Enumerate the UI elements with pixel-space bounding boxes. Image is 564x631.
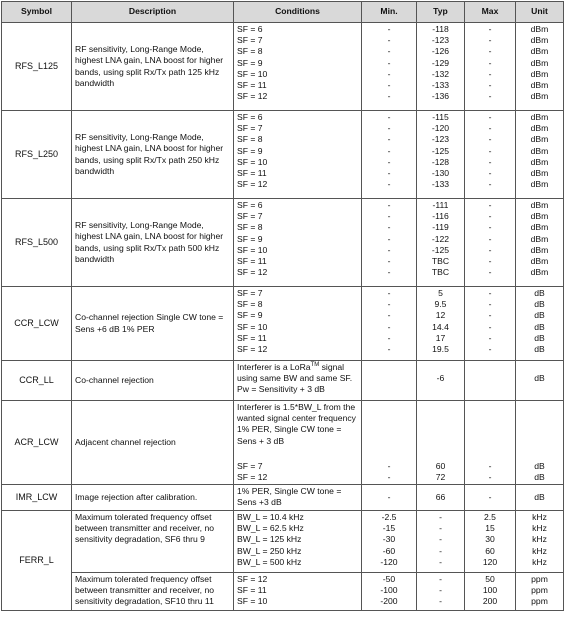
max-cell [465, 511, 516, 573]
table-row [2, 485, 564, 511]
max-value: - [488, 79, 492, 90]
typ-value: -126 [431, 46, 450, 57]
min-value: - [387, 310, 391, 321]
min-value: - [387, 156, 391, 167]
unit-value: kHz [532, 523, 547, 534]
conditions-cell [234, 511, 362, 573]
typ-value: - [439, 556, 442, 567]
max-value: - [488, 24, 492, 34]
condition-line: SF = 9 [237, 145, 263, 156]
min-value: - [387, 299, 391, 310]
unit-value: dBm [530, 57, 549, 68]
unit-value: dBm [530, 255, 549, 266]
condition-line: SF = 10 [237, 68, 268, 79]
unit-value: dB [534, 299, 545, 310]
condition-line: SF = 12 [237, 267, 268, 278]
typ-value: -130 [431, 167, 450, 178]
unit-value: dBm [530, 145, 549, 156]
condition-line: SF = 11 [237, 255, 267, 266]
max-value: 120 [482, 556, 498, 567]
min-value: -60 [382, 545, 396, 556]
min-cell [362, 401, 417, 485]
unit-value: ppm [531, 585, 548, 596]
min-value: - [387, 134, 391, 145]
conditions-cell [234, 287, 362, 361]
typ-value: -111 [432, 200, 449, 210]
typ-cell [417, 287, 465, 361]
condition-line: SF = 10 [237, 596, 268, 607]
typ-value: - [439, 596, 442, 607]
condition-line: SF = 9 [237, 57, 263, 68]
unit-value: dBm [530, 79, 549, 90]
min-value: - [387, 222, 391, 233]
condition-line: SF = 11 [237, 79, 267, 90]
unit-value: ppm [531, 574, 548, 584]
condition-text: signal using same BW and same SF. Pw = Sensitivity + 3 dB [237, 362, 353, 395]
typ-cell [417, 111, 465, 199]
max-value: - [488, 222, 492, 233]
min-value: - [387, 233, 391, 244]
typ-cell [417, 361, 465, 401]
header-description: Description [72, 2, 234, 23]
unit-value: kHz [532, 545, 547, 556]
typ-value: -116 [432, 211, 449, 222]
unit-value: kHz [532, 512, 547, 522]
max-value: - [488, 167, 492, 178]
conditions-cell [234, 573, 362, 611]
unit-value: dB [534, 288, 545, 298]
condition-line: SF = 7 [237, 35, 263, 46]
max-cell: - [465, 485, 516, 511]
condition-line: SF = 9 [237, 310, 263, 321]
min-value: - [387, 343, 391, 354]
min-value: - [387, 179, 391, 190]
max-value: - [488, 211, 492, 222]
condition-line: SF = 12 [237, 472, 268, 482]
min-value: - [387, 460, 391, 471]
max-value: - [488, 145, 492, 156]
max-cell [465, 287, 516, 361]
typ-value: -123 [431, 35, 450, 46]
symbol-cell: RFS_L125 [2, 23, 72, 111]
symbol-cell: FERR_L [2, 511, 72, 611]
max-value: 200 [482, 596, 498, 607]
typ-value: -118 [432, 24, 449, 34]
unit-value: dBm [530, 244, 549, 255]
min-value: -200 [380, 596, 398, 607]
min-value: - [387, 123, 391, 134]
description-cell: RF sensitivity, Long-Range Mode, highest LNA gain, LNA boost for higher bands, using split Rx/Tx path 250 kHz bandwidth [72, 111, 234, 199]
condition-line: SF = 7 [237, 460, 263, 471]
unit-cell [516, 111, 564, 199]
condition-line: SF = 7 [237, 211, 263, 222]
condition-line: BW_L = 125 kHz [237, 534, 302, 545]
typ-value: - [439, 534, 442, 545]
unit-value: dBm [530, 46, 549, 57]
conditions-cell [234, 199, 362, 287]
typ-value: -122 [431, 233, 450, 244]
condition-line: SF = 8 [237, 222, 263, 233]
typ-value: TBC [431, 255, 450, 266]
unit-cell: dB [516, 485, 564, 511]
max-value: - [488, 46, 492, 57]
typ-value: 17 [435, 332, 446, 343]
max-value: - [488, 35, 492, 46]
condition-text: Interferer is 1.5*BW_L from the wanted signal center frequency 1% PER, Single CW tone = Sens + 3 dB [237, 402, 356, 446]
min-value: - [387, 112, 391, 122]
max-value: - [488, 321, 492, 332]
min-value: - [387, 200, 391, 210]
max-cell [465, 23, 516, 111]
max-value: - [488, 68, 492, 79]
max-value: - [488, 91, 492, 102]
typ-value: -6 [436, 373, 445, 384]
min-cell [362, 511, 417, 573]
condition-line: SF = 8 [237, 299, 263, 310]
conditions-cell: 1% PER, Single CW tone = Sens +3 dB [234, 485, 362, 511]
unit-value: dBm [530, 167, 549, 178]
typ-value: -128 [431, 156, 450, 167]
typ-value: - [439, 545, 442, 556]
max-value: - [488, 233, 492, 244]
table-row [2, 287, 564, 361]
condition-line: SF = 8 [237, 46, 263, 57]
unit-value: dB [534, 332, 545, 343]
condition-line: BW_L = 10.4 kHz [237, 512, 304, 522]
description-cell: Image rejection after calibration. [72, 485, 234, 511]
unit-cell [516, 287, 564, 361]
unit-cell [516, 23, 564, 111]
typ-value: -125 [431, 145, 450, 156]
typ-value: -136 [431, 91, 450, 102]
typ-cell [417, 23, 465, 111]
max-value: - [488, 332, 492, 343]
condition-line: BW_L = 62.5 kHz [237, 523, 304, 534]
conditions-cell [234, 23, 362, 111]
typ-cell: 66 [417, 485, 465, 511]
max-value: - [488, 123, 492, 134]
unit-value: ppm [531, 596, 548, 607]
max-cell [465, 361, 516, 401]
unit-value: kHz [532, 534, 547, 545]
min-value: -50 [382, 574, 396, 584]
unit-value: kHz [532, 556, 547, 567]
max-cell [465, 401, 516, 485]
header-symbol: Symbol [2, 2, 72, 23]
typ-value: - [439, 512, 442, 522]
min-cell [362, 199, 417, 287]
unit-value: dB [534, 321, 545, 332]
max-cell [465, 199, 516, 287]
table-row [2, 199, 564, 287]
table-row [2, 401, 564, 485]
max-value: 100 [482, 585, 498, 596]
condition-line: SF = 6 [237, 24, 263, 34]
typ-value: 60 [435, 460, 446, 471]
symbol-cell: IMR_LCW [2, 485, 72, 511]
min-cell [362, 111, 417, 199]
max-value: - [488, 244, 492, 255]
unit-value: dBm [530, 123, 549, 134]
condition-line: SF = 11 [237, 167, 267, 178]
max-value: - [488, 288, 492, 298]
min-value: - [387, 332, 391, 343]
unit-value: dBm [530, 35, 549, 46]
unit-value: dBm [530, 134, 549, 145]
spacer [420, 362, 461, 373]
unit-value: dBm [530, 267, 549, 278]
header-row [2, 2, 564, 23]
condition-text: Interferer is a LoRa [237, 362, 311, 372]
min-cell [362, 361, 417, 401]
min-value: - [387, 471, 391, 482]
condition-line: SF = 12 [237, 574, 268, 584]
max-cell [465, 573, 516, 611]
unit-value: dBm [530, 222, 549, 233]
header-min: Min. [362, 2, 417, 23]
min-value: - [387, 244, 391, 255]
typ-value: TBC [431, 267, 450, 278]
conditions-cell [234, 401, 362, 485]
min-value: - [387, 255, 391, 266]
max-value: 30 [485, 534, 495, 545]
min-value: - [387, 35, 391, 46]
symbol-cell: CCR_LL [2, 361, 72, 401]
min-value: - [387, 288, 391, 298]
condition-line: SF = 6 [237, 200, 263, 210]
max-value: - [488, 255, 492, 266]
header-unit: Unit [516, 2, 564, 23]
condition-line: BW_L = 500 kHz [237, 556, 302, 567]
unit-value: dBm [530, 200, 549, 210]
description-cell: RF sensitivity, Long-Range Mode, highest LNA gain, LNA boost for higher bands, using split Rx/Tx path 125 kHz bandwidth [72, 23, 234, 111]
max-value: - [488, 343, 492, 354]
min-value: -15 [382, 523, 396, 534]
unit-value: dB [534, 460, 545, 471]
typ-cell [417, 401, 465, 485]
description-cell: Maximum tolerated frequency offset between transmitter and receiver, no sensitivity degradation, SF10 thru 11 [72, 573, 234, 611]
max-value: - [488, 57, 492, 68]
unit-value: dBm [530, 233, 549, 244]
condition-line: SF = 11 [237, 332, 267, 343]
typ-value: -125 [431, 244, 450, 255]
header-typ: Typ [417, 2, 465, 23]
max-value: - [488, 460, 492, 471]
condition-line: BW_L = 250 kHz [237, 545, 302, 556]
min-value: - [387, 211, 391, 222]
max-value: - [488, 471, 492, 482]
conditions-cell [234, 111, 362, 199]
condition-line: SF = 12 [237, 343, 268, 354]
min-value: - [387, 145, 391, 156]
unit-value: dBm [530, 211, 549, 222]
unit-value: dBm [530, 179, 549, 190]
unit-value: dBm [530, 68, 549, 79]
unit-cell [516, 401, 564, 485]
min-value: -100 [380, 585, 398, 596]
min-value: - [387, 79, 391, 90]
typ-value: -129 [431, 57, 450, 68]
symbol-cell: CCR_LCW [2, 287, 72, 361]
max-value: - [488, 112, 492, 122]
condition-line: SF = 10 [237, 244, 268, 255]
typ-value: - [439, 523, 442, 534]
description-cell: Adjacent channel rejection [72, 401, 234, 485]
max-value: - [488, 267, 492, 278]
spec-table [1, 1, 564, 611]
condition-line: SF = 7 [237, 288, 263, 298]
header-conditions: Conditions [234, 2, 362, 23]
typ-value: 5 [438, 288, 443, 298]
unit-cell [516, 511, 564, 573]
condition-line: SF = 10 [237, 156, 268, 167]
trademark-mark: TM [310, 362, 320, 369]
header-max: Max [465, 2, 516, 23]
typ-value: 9.5 [434, 299, 447, 310]
symbol-cell: RFS_L500 [2, 199, 72, 287]
min-value: -2.5 [381, 512, 397, 522]
typ-value: -119 [432, 222, 449, 233]
typ-cell [417, 573, 465, 611]
typ-cell [417, 511, 465, 573]
min-cell: - [362, 485, 417, 511]
min-value: - [387, 68, 391, 79]
max-value: - [488, 179, 492, 190]
table-row [2, 23, 564, 111]
min-value: - [387, 267, 391, 278]
unit-value: dBm [530, 91, 549, 102]
max-value: 60 [485, 545, 495, 556]
min-value: -30 [382, 534, 396, 545]
max-value: - [488, 156, 492, 167]
description-cell: Co-channel rejection [72, 361, 234, 401]
min-value: - [387, 46, 391, 57]
max-value: 15 [485, 523, 495, 534]
max-value: - [488, 134, 492, 145]
spacer [519, 362, 560, 373]
typ-value: 12 [435, 310, 446, 321]
min-value: - [387, 321, 391, 332]
typ-cell [417, 199, 465, 287]
typ-value: -115 [432, 112, 449, 122]
conditions-cell [234, 361, 362, 401]
typ-value: -133 [431, 79, 450, 90]
unit-value: dB [534, 471, 545, 482]
table-row [2, 361, 564, 401]
typ-value: -133 [431, 179, 450, 190]
table-row [2, 111, 564, 199]
condition-line: SF = 6 [237, 112, 263, 122]
min-cell [362, 287, 417, 361]
min-value: - [387, 91, 391, 102]
table-row [2, 573, 564, 611]
condition-line: SF = 12 [237, 91, 268, 102]
unit-value: dB [534, 343, 545, 354]
min-value: - [387, 167, 391, 178]
min-cell [362, 573, 417, 611]
condition-line: SF = 11 [237, 585, 267, 596]
unit-cell [516, 573, 564, 611]
typ-value: -120 [431, 123, 450, 134]
max-value: - [488, 310, 492, 321]
table-row [2, 511, 564, 573]
unit-value: dB [534, 373, 545, 384]
min-cell [362, 23, 417, 111]
description-cell: Co-channel rejection Single CW tone = Sens +6 dB 1% PER [72, 287, 234, 361]
unit-value: dB [534, 310, 545, 321]
unit-value: dBm [530, 24, 549, 34]
min-value: - [387, 57, 391, 68]
symbol-cell: RFS_L250 [2, 111, 72, 199]
typ-value: 14.4 [432, 321, 449, 332]
condition-line: SF = 7 [237, 123, 263, 134]
unit-cell [516, 199, 564, 287]
max-value: - [488, 299, 492, 310]
condition-line: SF = 8 [237, 134, 263, 145]
max-value: 2.5 [484, 512, 496, 522]
max-value: - [488, 200, 492, 210]
typ-value: 19.5 [432, 343, 449, 354]
min-value: -120 [380, 556, 398, 567]
unit-cell [516, 361, 564, 401]
description-cell: RF sensitivity, Long-Range Mode, highest LNA gain, LNA boost for higher bands, using split Rx/Tx path 500 kHz bandwidth [72, 199, 234, 287]
typ-value: -123 [431, 134, 450, 145]
condition-line: SF = 9 [237, 233, 263, 244]
min-value: - [387, 24, 391, 34]
typ-value: 72 [435, 471, 446, 482]
typ-value: - [439, 574, 442, 584]
condition-line: SF = 12 [237, 179, 268, 190]
typ-value: - [439, 585, 442, 596]
description-cell: Maximum tolerated frequency offset between transmitter and receiver, no sensitivity degradation, SF6 thru 9 [72, 511, 234, 573]
condition-line: SF = 10 [237, 321, 268, 332]
typ-value: -132 [431, 68, 450, 79]
max-value: 50 [485, 574, 495, 584]
max-cell [465, 111, 516, 199]
unit-value: dBm [530, 112, 549, 122]
unit-value: dBm [530, 156, 549, 167]
symbol-cell: ACR_LCW [2, 401, 72, 485]
